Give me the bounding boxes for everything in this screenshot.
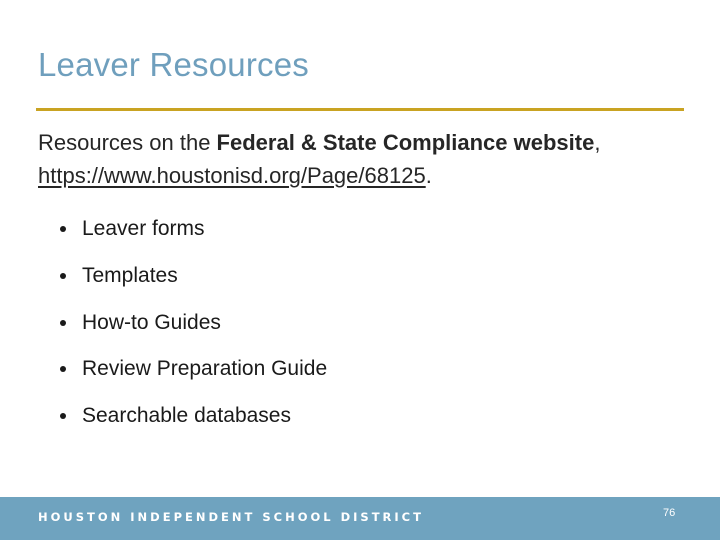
footer-bar [0, 497, 720, 540]
bullet-icon [60, 366, 66, 372]
slide-title: Leaver Resources [38, 46, 310, 83]
list-item-label: Review Preparation Guide [82, 357, 328, 381]
list-item [58, 346, 327, 393]
compliance-website-link[interactable]: https://www.houstonisd.org/Page/68125 [38, 163, 426, 188]
list-item [58, 253, 327, 300]
intro-paragraph [38, 126, 688, 192]
bullet-icon [60, 226, 66, 232]
list-item [58, 206, 327, 253]
title-divider [36, 108, 684, 111]
list-item-label: Searchable databases [82, 404, 291, 428]
list-item-label: Templates [82, 264, 178, 288]
list-item-label: How-to Guides [82, 310, 221, 334]
bullet-icon [60, 273, 66, 279]
resource-list [58, 206, 327, 439]
intro-emphasis-text: Federal & State Compliance website [216, 130, 595, 155]
intro-lead-text: Resources on the [38, 130, 217, 155]
list-item [58, 393, 327, 440]
intro-period: . [425, 163, 432, 188]
bullet-icon [60, 320, 66, 326]
page-number: 76 [663, 507, 676, 519]
intro-comma: , [594, 130, 601, 155]
bullet-icon [60, 413, 66, 419]
list-item-label: Leaver forms [82, 217, 205, 241]
footer-organization: HOUSTON INDEPENDENT SCHOOL DISTRICT [38, 510, 424, 524]
list-item [58, 299, 327, 346]
